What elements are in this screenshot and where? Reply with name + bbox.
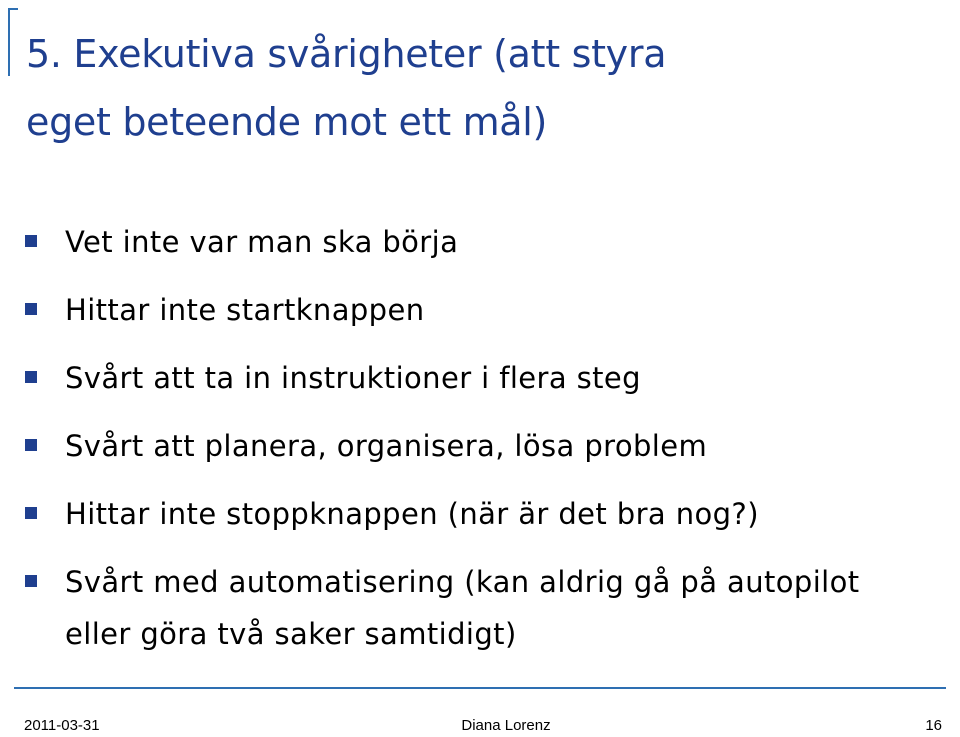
square-bullet-icon: [25, 507, 37, 519]
square-bullet-icon: [25, 235, 37, 247]
footer-page-number: 16: [925, 717, 942, 734]
slide-title-line-2: eget beteende mot ett mål): [26, 100, 548, 144]
square-bullet-icon: [25, 371, 37, 383]
corner-accent-line: [8, 8, 18, 76]
square-bullet-icon: [25, 575, 37, 587]
bullet-item: [0, 216, 960, 268]
bullet-item: [0, 556, 960, 660]
bullet-text: Svårt med automatisering (kan aldrig gå på autopilot eller göra två saker samtidigt): [65, 565, 860, 651]
bullet-item: [0, 352, 960, 404]
footer-date: 2011-03-31: [24, 717, 100, 734]
slide-title-line-1: 5. Exekutiva svårigheter (att styra: [26, 32, 667, 76]
footer-divider: [14, 687, 946, 689]
square-bullet-icon: [25, 303, 37, 315]
bullet-item: [0, 420, 960, 472]
bullet-text: Hittar inte stoppknappen (när är det bra nog?): [65, 497, 759, 531]
footer-author: Diana Lorenz: [461, 717, 551, 734]
bullet-text: Hittar inte startknappen: [65, 293, 425, 327]
bullet-text: Vet inte var man ska börja: [65, 225, 459, 259]
bullet-item: [0, 488, 960, 540]
bullet-text: Svårt att planera, organisera, lösa problem: [65, 429, 708, 463]
bullet-list: [0, 216, 960, 676]
square-bullet-icon: [25, 439, 37, 451]
bullet-text: Svårt att ta in instruktioner i flera steg: [65, 361, 641, 395]
bullet-item: [0, 284, 960, 336]
slide-title: [26, 20, 926, 156]
